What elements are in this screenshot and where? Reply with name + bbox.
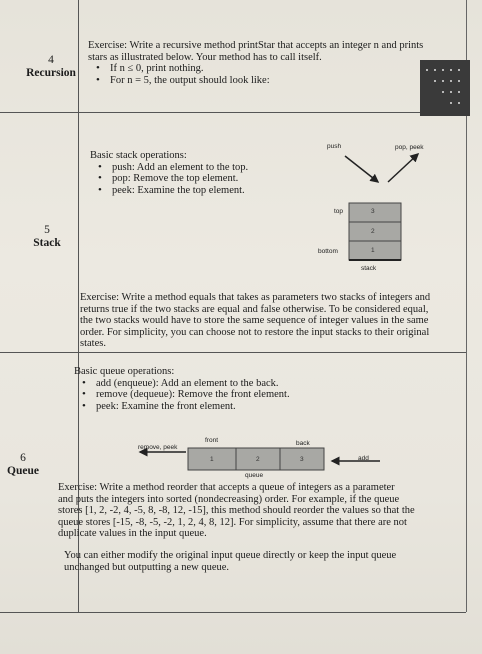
bullet-item: • peek: Examine the top element.: [90, 185, 310, 197]
push-arrow: [345, 156, 378, 182]
exercise-line: and puts the integers into sorted (nondecreasing) order. For example, if the queue: [58, 493, 400, 505]
exercise-line: order. For simplicity, you can choose not to restore the input stacks to their original: [80, 326, 430, 338]
row-title: Stack: [33, 237, 61, 249]
note-line: You can either modify the original input queue directly or keep the input queue: [64, 550, 397, 561]
stack-cell: 2: [371, 228, 375, 235]
stack-caption: stack: [361, 265, 377, 272]
queue-cell: 1: [210, 456, 214, 463]
remove-peek-label: remove, peek: [138, 444, 178, 451]
queue-diagram: [140, 448, 380, 470]
bullet-item: • peek: Examine the front element.: [74, 401, 324, 413]
push-label: push: [327, 143, 342, 150]
row-title: Queue: [7, 465, 39, 477]
exercise-line: stars as illustrated below. Your method has to call itself.: [88, 51, 322, 63]
row-number: 5: [44, 224, 50, 236]
front-label: front: [205, 437, 219, 444]
bullet-item: • For n = 5, the output should look like:: [88, 75, 468, 87]
row-title: Recursion: [26, 67, 76, 79]
bullet-item: • push: Add an element to the top.: [90, 162, 310, 174]
exercise-line: duplicate values in the input queue.: [58, 528, 207, 539]
queue-bullets: [74, 378, 324, 413]
queue-cell: 3: [300, 456, 304, 463]
stack-diagram: [345, 154, 418, 260]
pop-peek-label: pop, peek: [395, 144, 424, 151]
add-label: add: [358, 455, 369, 462]
section-heading: Basic queue operations:: [74, 366, 175, 377]
exercise-line: Exercise: Write a recursive method printStar that accepts an integer n and prints: [88, 40, 424, 51]
queue-caption: queue: [245, 472, 264, 479]
queue-cell: 2: [256, 456, 260, 463]
pop-arrow: [388, 154, 418, 182]
stack-cell: 1: [371, 247, 375, 254]
note-line: unchanged but outputting a new queue.: [64, 561, 230, 573]
bullet-item: • add (enqueue): Add an element to the back.: [74, 378, 324, 390]
back-label: back: [296, 440, 310, 447]
exercise-line: Exercise: Write a method equals that takes as parameters two stacks of integers and: [80, 292, 431, 303]
section-heading: Basic stack operations:: [90, 150, 187, 161]
exercise-line: states.: [80, 338, 106, 349]
stack-cell: 3: [371, 208, 375, 215]
stack-box: [349, 203, 401, 260]
stack-exercise: [80, 292, 462, 350]
bottom-label: bottom: [318, 248, 338, 255]
row-number: 4: [48, 54, 54, 66]
exercise-line: the two stacks would have to store the same sequence of integer values in the same: [80, 315, 429, 326]
bullet-item: • pop: Remove the top element.: [90, 173, 310, 185]
exercise-line: returns true if the two stacks are equal and false otherwise. To be considered equal,: [80, 303, 429, 315]
queue-note: [64, 550, 460, 573]
queue-operations: [74, 366, 324, 412]
exercise-line: stores [1, 2, -2, 4, -5, 8, -8, 12, -15], this method should reorder the values so that the: [58, 505, 415, 516]
row-number: 6: [20, 452, 26, 464]
exercise-line: Exercise: Write a method reorder that accepts a queue of integers as a parameter: [58, 482, 395, 493]
bullet-item: • remove (dequeue): Remove the front element.: [74, 389, 324, 401]
bullet-item: • If n ≤ 0, print nothing.: [88, 63, 468, 75]
top-label: top: [334, 208, 344, 215]
queue-exercise: [58, 482, 458, 540]
exercise-line: queue stores [-15, -8, -5, -2, 1, 2, 4, 8, 12]. For simplicity, assume that there are not: [58, 516, 407, 528]
